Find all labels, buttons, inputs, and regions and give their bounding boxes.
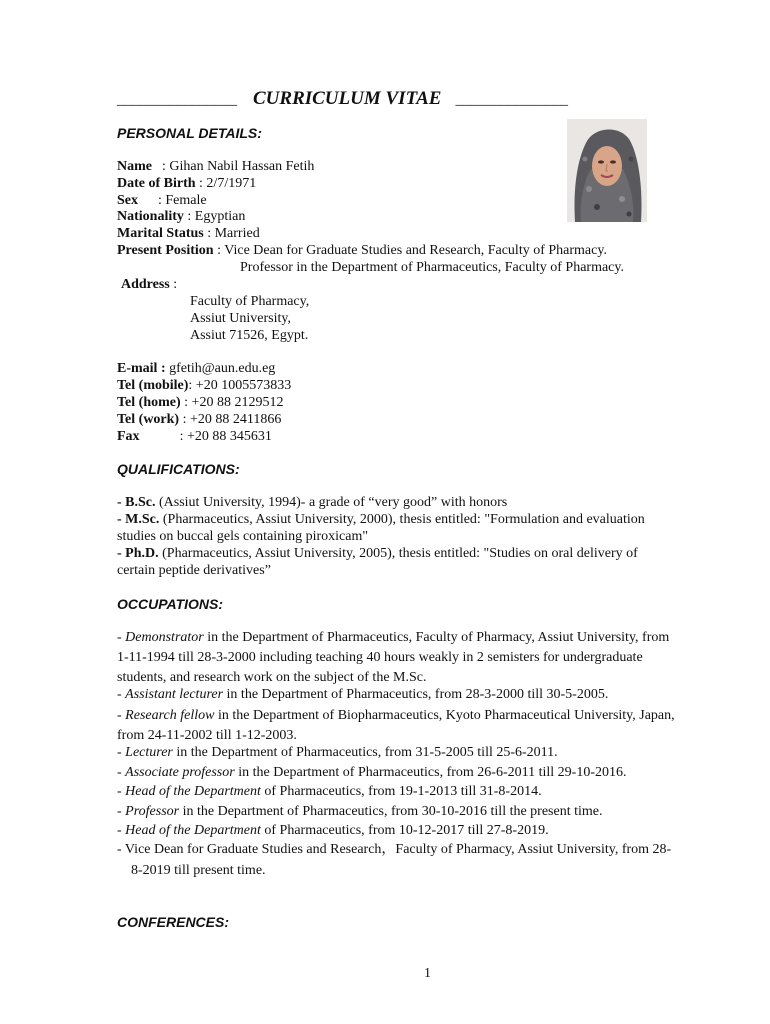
occupation-item: - Professor in the Department of Pharmaceutics, from 30-10-2016 till the present time. bbox=[117, 804, 603, 819]
occupation-role: Head of the Department bbox=[125, 784, 261, 799]
fax-value: : +20 88 345631 bbox=[179, 429, 272, 444]
phd-text: (Pharmaceutics, Assiut University, 2005), thesis entitled: "Studies on oral delivery of bbox=[158, 546, 638, 561]
address-line: Assiut 71526, Egypt. bbox=[190, 328, 309, 343]
bsc-text: (Assiut University, 1994)- a grade of “very good” with honors bbox=[155, 495, 508, 510]
address-sep: : bbox=[169, 277, 178, 292]
occupation-role: Lecturer bbox=[125, 745, 173, 760]
occupation-item: - Demonstrator in the Department of Pharmaceutics, Faculty of Pharmacy, Assiut University, from 1-11-1994 till 28-3-2000 including teaching 40 hours weakly in 2 semisters for undergraduate students, and research work on the subject of the M.Sc. bbox=[117, 630, 670, 685]
sex-row bbox=[117, 192, 207, 209]
mobile-row bbox=[117, 377, 291, 394]
occupation-item: - Associate professor in the Department of Pharmaceutics, from 26-6-2011 till 29-10-2016. bbox=[117, 765, 627, 780]
qualifications-heading: QUALIFICATIONS: bbox=[117, 461, 240, 477]
bsc-row bbox=[117, 494, 507, 511]
marital-label: Marital Status bbox=[117, 226, 204, 241]
phd-label: - Ph.D. bbox=[117, 546, 159, 561]
occupations-heading: OCCUPATIONS: bbox=[117, 596, 224, 612]
dob-value: : 2/7/1971 bbox=[195, 176, 257, 191]
work-value: : +20 88 2411866 bbox=[179, 412, 282, 427]
work-label: Tel (work) bbox=[117, 412, 180, 427]
marital-value: : Married bbox=[203, 226, 260, 241]
work-row bbox=[117, 411, 281, 428]
phd-row-2: certain peptide derivatives” bbox=[117, 563, 271, 578]
occupation-role: Assistant lecturer bbox=[125, 687, 224, 702]
position-row bbox=[117, 242, 607, 259]
home-row bbox=[117, 394, 283, 411]
profile-photo bbox=[567, 119, 647, 222]
occupation-role: Demonstrator bbox=[125, 630, 204, 645]
msc-row bbox=[117, 511, 645, 528]
occupation-role: Associate professor bbox=[125, 765, 235, 780]
page-number: 1 bbox=[424, 966, 431, 981]
sex-value: : Female bbox=[158, 193, 207, 208]
occupation-item: - Head of the Department of Pharmaceutics, from 10-12-2017 till 27-8-2019. bbox=[117, 823, 549, 838]
fax-label: Fax bbox=[117, 429, 140, 444]
dob-row bbox=[117, 175, 256, 192]
occupation-item: - Assistant lecturer in the Department of Pharmaceutics, from 28-3-2000 till 30-5-2005. bbox=[117, 687, 609, 702]
mobile-label: Tel (mobile) bbox=[117, 378, 189, 393]
name-label: Name bbox=[117, 159, 152, 174]
address-line: Assiut University, bbox=[190, 311, 291, 326]
conferences-heading: CONFERENCES: bbox=[117, 914, 230, 930]
email-row bbox=[117, 360, 275, 377]
position-value: : Vice Dean for Graduate Studies and Research, Faculty of Pharmacy. bbox=[213, 243, 607, 258]
occupation-role: Research fellow bbox=[125, 708, 215, 723]
dob-label: Date of Birth bbox=[117, 176, 196, 191]
msc-label: - M.Sc. bbox=[117, 512, 160, 527]
page-title: CURRICULUM VITAE bbox=[253, 88, 442, 109]
marital-row bbox=[117, 225, 260, 242]
home-value: : +20 88 2129512 bbox=[180, 395, 284, 410]
occupation-item-last: - Vice Dean for Graduate Studies and Research，Faculty of Pharmacy, Assiut University, from 28- bbox=[117, 842, 672, 857]
nationality-label: Nationality bbox=[117, 209, 184, 224]
nationality-value: : Egyptian bbox=[183, 209, 246, 224]
occupation-item: - Research fellow in the Department of Biopharmaceutics, Kyoto Pharmaceutical University, Japan, from 24-11-2002 till 1-12-2003. bbox=[117, 708, 675, 743]
occupation-role: Head of the Department bbox=[125, 823, 261, 838]
title-rule-left: ________________ bbox=[117, 92, 237, 108]
position-row-2: Professor in the Department of Pharmaceutics, Faculty of Pharmacy. bbox=[240, 260, 624, 275]
address-line: Faculty of Pharmacy, bbox=[190, 294, 310, 309]
name-row bbox=[117, 158, 314, 175]
bsc-label: - B.Sc. bbox=[117, 495, 156, 510]
email-value: gfetih@aun.edu.eg bbox=[165, 361, 276, 376]
msc-row-2: studies on buccal gels containing piroxicam" bbox=[117, 529, 369, 544]
fax-row bbox=[117, 428, 272, 445]
sex-label: Sex bbox=[117, 193, 138, 208]
name-value: : Gihan Nabil Hassan Fetih bbox=[162, 159, 315, 174]
occupation-item-last-2: 8-2019 till present time. bbox=[131, 863, 266, 878]
personal-details-heading: PERSONAL DETAILS: bbox=[117, 125, 262, 141]
mobile-value: : +20 1005573833 bbox=[188, 378, 292, 393]
msc-text: (Pharmaceutics, Assiut University, 2000), thesis entitled: "Formulation and evaluation bbox=[159, 512, 645, 527]
email-label: E-mail : bbox=[117, 361, 166, 376]
address-row bbox=[121, 276, 177, 293]
title-rule-right: _______________ bbox=[455, 92, 568, 108]
address-label: Address bbox=[121, 277, 170, 292]
position-label: Present Position bbox=[117, 243, 214, 258]
home-label: Tel (home) bbox=[117, 395, 181, 410]
occupation-item: - Lecturer in the Department of Pharmaceutics, from 31-5-2005 till 25-6-2011. bbox=[117, 745, 558, 760]
occupation-role: Professor bbox=[125, 804, 180, 819]
nationality-row bbox=[117, 208, 245, 225]
title-line bbox=[117, 88, 568, 110]
phd-row bbox=[117, 545, 638, 562]
occupation-item: - Head of the Department of Pharmaceutics, from 19-1-2013 till 31-8-2014. bbox=[117, 784, 542, 799]
